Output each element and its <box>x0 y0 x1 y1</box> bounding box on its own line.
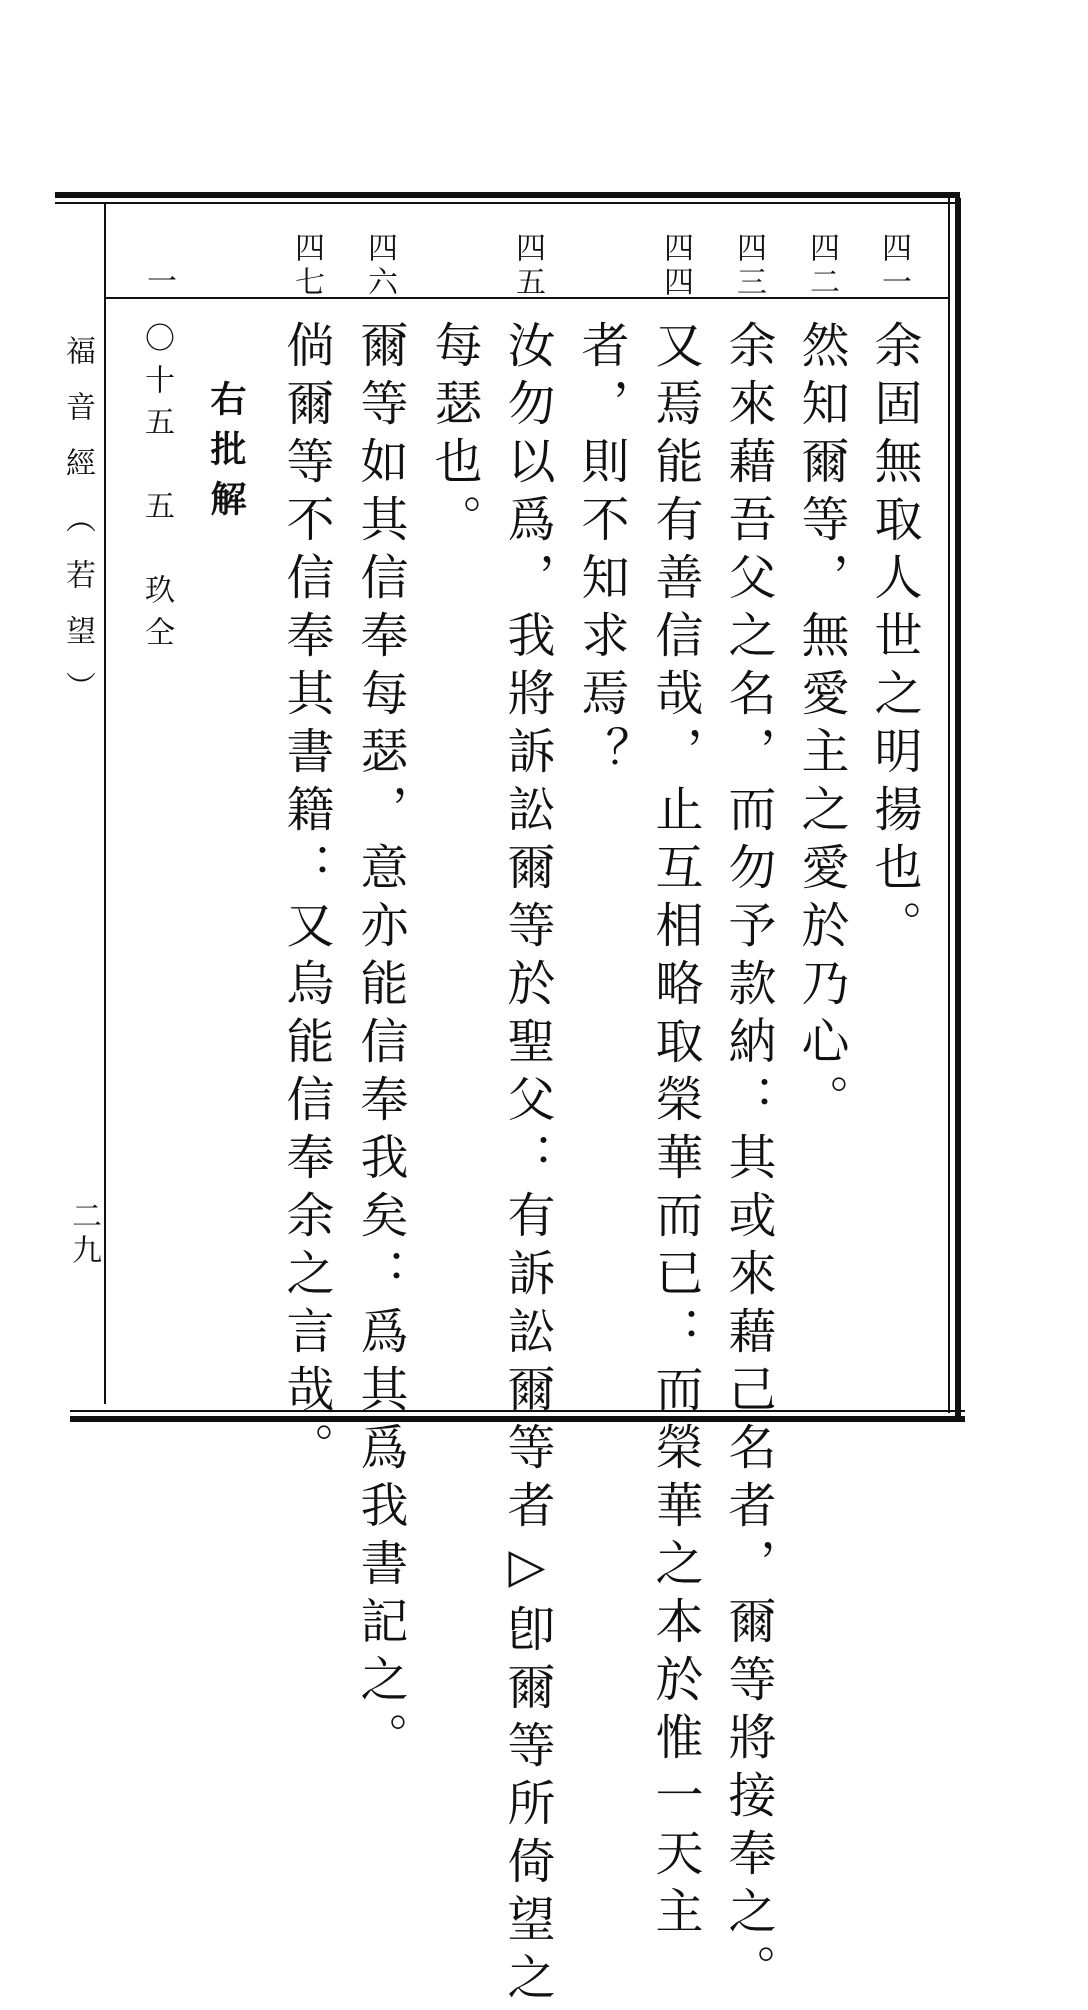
verse-text: 然知爾等，無愛主之愛於乃心。 <box>793 320 849 1132</box>
verse-number: 四七 <box>289 232 324 300</box>
section-number: 一 <box>141 265 176 299</box>
verse-number: 四四 <box>658 232 693 300</box>
section-heading: 右批解 <box>205 380 247 530</box>
verse-text: 余固無取人世之明揚也。 <box>866 320 922 958</box>
right-border-thin <box>948 198 950 1413</box>
verse-text: 爾等如其信奉每瑟，意亦能信奉我矣：爲其爲我書記之。 <box>352 320 408 1770</box>
verse-number: 四六 <box>362 232 397 300</box>
verse-text: 余來藉吾父之名，而勿予款納：其或來藉己名者，爾等將接奉之。 <box>720 320 776 2002</box>
verse-number: 四二 <box>804 232 839 300</box>
verse-text-continued: 每瑟也。 <box>426 320 482 552</box>
verse-text: 汝勿以爲，我將訴訟爾等於聖父：有訴訟爾等者▷卽爾等所倚望之 <box>499 320 555 2010</box>
verse-text: 又焉能有善信哉，止互相略取榮華而已：而榮華之本於惟一天主 <box>647 320 703 1944</box>
verse-number: 四五 <box>510 232 545 300</box>
verse-text-continued: 者，則不知求焉？ <box>573 320 629 784</box>
left-border <box>104 204 106 1404</box>
right-border-thick <box>955 198 961 1420</box>
page-number: 二九 <box>66 1200 101 1268</box>
verse-text: 倘爾等不信奉其書籍：又烏能信奉余之言哉。 <box>278 320 334 1480</box>
section-footnote: 〇十五 五 玖仝 <box>139 322 174 658</box>
margin-book-title: 福音經（若望） <box>60 335 95 727</box>
verse-number: 四三 <box>731 232 766 300</box>
top-border-thick <box>55 192 960 198</box>
verse-number: 四一 <box>876 232 911 300</box>
top-border-thin <box>55 202 960 204</box>
